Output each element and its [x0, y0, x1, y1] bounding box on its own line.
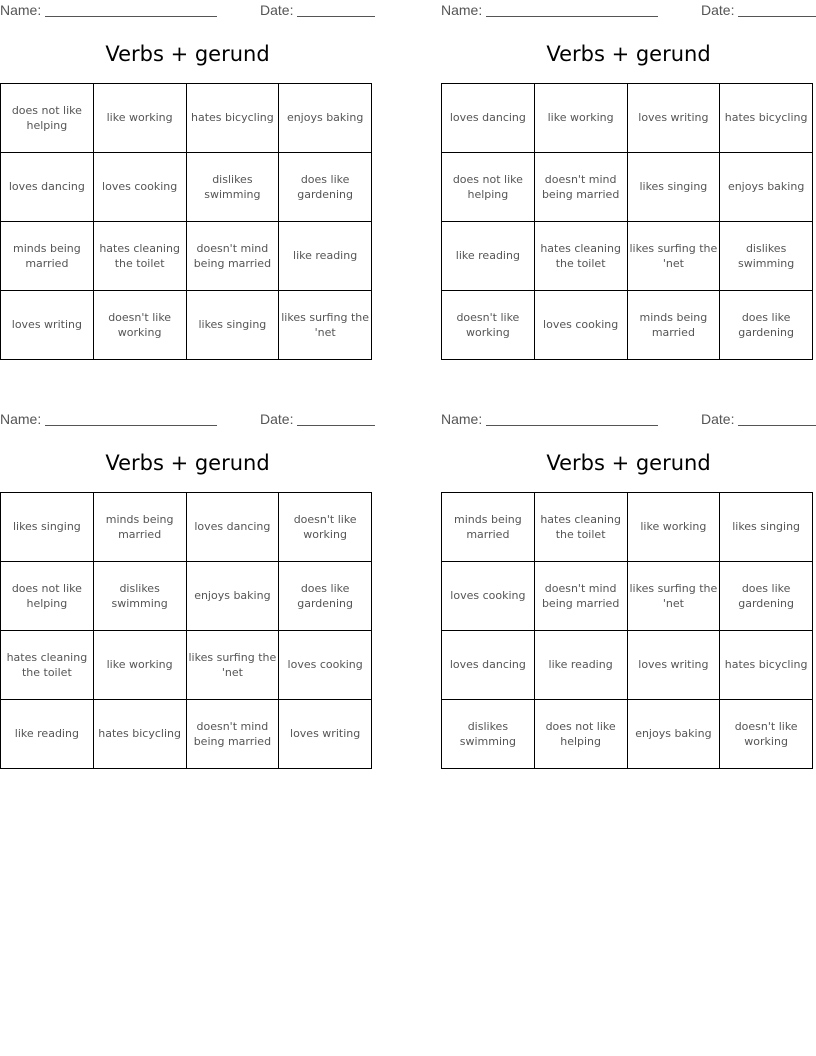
grid-cell: hates cleaning the toilet: [93, 222, 186, 291]
grid-cell: minds being married: [442, 493, 535, 562]
date-label: Date:: [260, 411, 294, 427]
name-label: Name:: [441, 2, 483, 18]
grid-cell: likes surfing the 'net: [186, 631, 279, 700]
grid-cell: like working: [627, 493, 720, 562]
grid-cell: dislikes swimming: [186, 153, 279, 222]
grid-row: [442, 493, 813, 562]
grid-cell: does not like helping: [1, 84, 94, 153]
card-header: [0, 0, 375, 20]
date-blank-line: [738, 3, 816, 17]
name-blank-line: [45, 3, 217, 17]
grid-cell: doesn't like working: [442, 291, 535, 360]
grid-cell: does like gardening: [279, 153, 372, 222]
grid-cell: doesn't like working: [93, 291, 186, 360]
grid-row: [1, 631, 372, 700]
grid-cell: enjoys baking: [627, 700, 720, 769]
grid-cell: loves cooking: [279, 631, 372, 700]
grid-cell: likes singing: [720, 493, 813, 562]
name-label: Name:: [441, 411, 483, 427]
grid-cell: loves dancing: [442, 84, 535, 153]
grid-cell: hates bicycling: [720, 631, 813, 700]
grid-cell: doesn't mind being married: [186, 700, 279, 769]
bingo-card-1: [0, 0, 375, 339]
grid-row: [442, 84, 813, 153]
grid-row: [442, 562, 813, 631]
grid-cell: does like gardening: [720, 562, 813, 631]
name-label: Name:: [0, 411, 42, 427]
grid-cell: enjoys baking: [279, 84, 372, 153]
grid-cell: does not like helping: [442, 153, 535, 222]
grid-cell: doesn't like working: [279, 493, 372, 562]
grid-cell: loves cooking: [534, 291, 627, 360]
grid-cell: like working: [534, 84, 627, 153]
grid-row: [442, 631, 813, 700]
grid-row: [442, 700, 813, 769]
bingo-card-3: [0, 409, 375, 748]
grid-cell: hates bicycling: [186, 84, 279, 153]
grid-cell: dislikes swimming: [720, 222, 813, 291]
grid-cell: loves writing: [1, 291, 94, 360]
grid-cell: minds being married: [1, 222, 94, 291]
grid-cell: loves writing: [627, 631, 720, 700]
grid-row: [442, 222, 813, 291]
name-blank-line: [486, 412, 658, 426]
bingo-grid: [441, 492, 813, 769]
grid-cell: like reading: [442, 222, 535, 291]
grid-cell: hates cleaning the toilet: [534, 222, 627, 291]
grid-cell: does not like helping: [534, 700, 627, 769]
grid-cell: doesn't like working: [720, 700, 813, 769]
grid-cell: like reading: [534, 631, 627, 700]
grid-cell: hates bicycling: [93, 700, 186, 769]
bingo-card-2: [441, 0, 816, 339]
date-label: Date:: [260, 2, 294, 18]
grid-row: [442, 153, 813, 222]
grid-cell: minds being married: [93, 493, 186, 562]
grid-cell: does like gardening: [720, 291, 813, 360]
grid-cell: loves dancing: [186, 493, 279, 562]
grid-row: [1, 153, 372, 222]
grid-cell: like working: [93, 84, 186, 153]
grid-row: [1, 493, 372, 562]
grid-cell: does like gardening: [279, 562, 372, 631]
grid-cell: loves cooking: [93, 153, 186, 222]
grid-cell: likes surfing the 'net: [627, 562, 720, 631]
card-title: Verbs + gerund: [546, 451, 711, 475]
grid-cell: hates cleaning the toilet: [534, 493, 627, 562]
date-blank-line: [297, 3, 375, 17]
date-blank-line: [738, 412, 816, 426]
grid-cell: dislikes swimming: [93, 562, 186, 631]
bingo-card-4: [441, 409, 816, 748]
name-blank-line: [486, 3, 658, 17]
grid-cell: enjoys baking: [186, 562, 279, 631]
grid-cell: loves dancing: [1, 153, 94, 222]
grid-cell: loves cooking: [442, 562, 535, 631]
grid-cell: hates cleaning the toilet: [1, 631, 94, 700]
grid-cell: doesn't mind being married: [534, 153, 627, 222]
date-blank-line: [297, 412, 375, 426]
bingo-grid: [0, 492, 372, 769]
grid-cell: doesn't mind being married: [186, 222, 279, 291]
grid-row: [1, 84, 372, 153]
grid-cell: likes surfing the 'net: [627, 222, 720, 291]
card-header: [441, 409, 816, 429]
grid-cell: loves writing: [627, 84, 720, 153]
name-blank-line: [45, 412, 217, 426]
card-header: [0, 409, 375, 429]
grid-row: [1, 291, 372, 360]
grid-cell: hates bicycling: [720, 84, 813, 153]
grid-cell: loves writing: [279, 700, 372, 769]
grid-cell: enjoys baking: [720, 153, 813, 222]
card-title: Verbs + gerund: [105, 42, 270, 66]
date-label: Date:: [701, 2, 735, 18]
grid-row: [1, 700, 372, 769]
card-header: [441, 0, 816, 20]
grid-cell: likes surfing the 'net: [279, 291, 372, 360]
card-title: Verbs + gerund: [105, 451, 270, 475]
bingo-grid: [441, 83, 813, 360]
grid-row: [1, 222, 372, 291]
grid-cell: doesn't mind being married: [534, 562, 627, 631]
grid-cell: like working: [93, 631, 186, 700]
grid-cell: dislikes swimming: [442, 700, 535, 769]
grid-cell: like reading: [279, 222, 372, 291]
card-title: Verbs + gerund: [546, 42, 711, 66]
name-label: Name:: [0, 2, 42, 18]
grid-row: [1, 562, 372, 631]
grid-cell: likes singing: [186, 291, 279, 360]
bingo-grid: [0, 83, 372, 360]
grid-cell: likes singing: [627, 153, 720, 222]
date-label: Date:: [701, 411, 735, 427]
grid-cell: like reading: [1, 700, 94, 769]
grid-cell: does not like helping: [1, 562, 94, 631]
grid-cell: loves dancing: [442, 631, 535, 700]
grid-cell: minds being married: [627, 291, 720, 360]
grid-row: [442, 291, 813, 360]
grid-cell: likes singing: [1, 493, 94, 562]
